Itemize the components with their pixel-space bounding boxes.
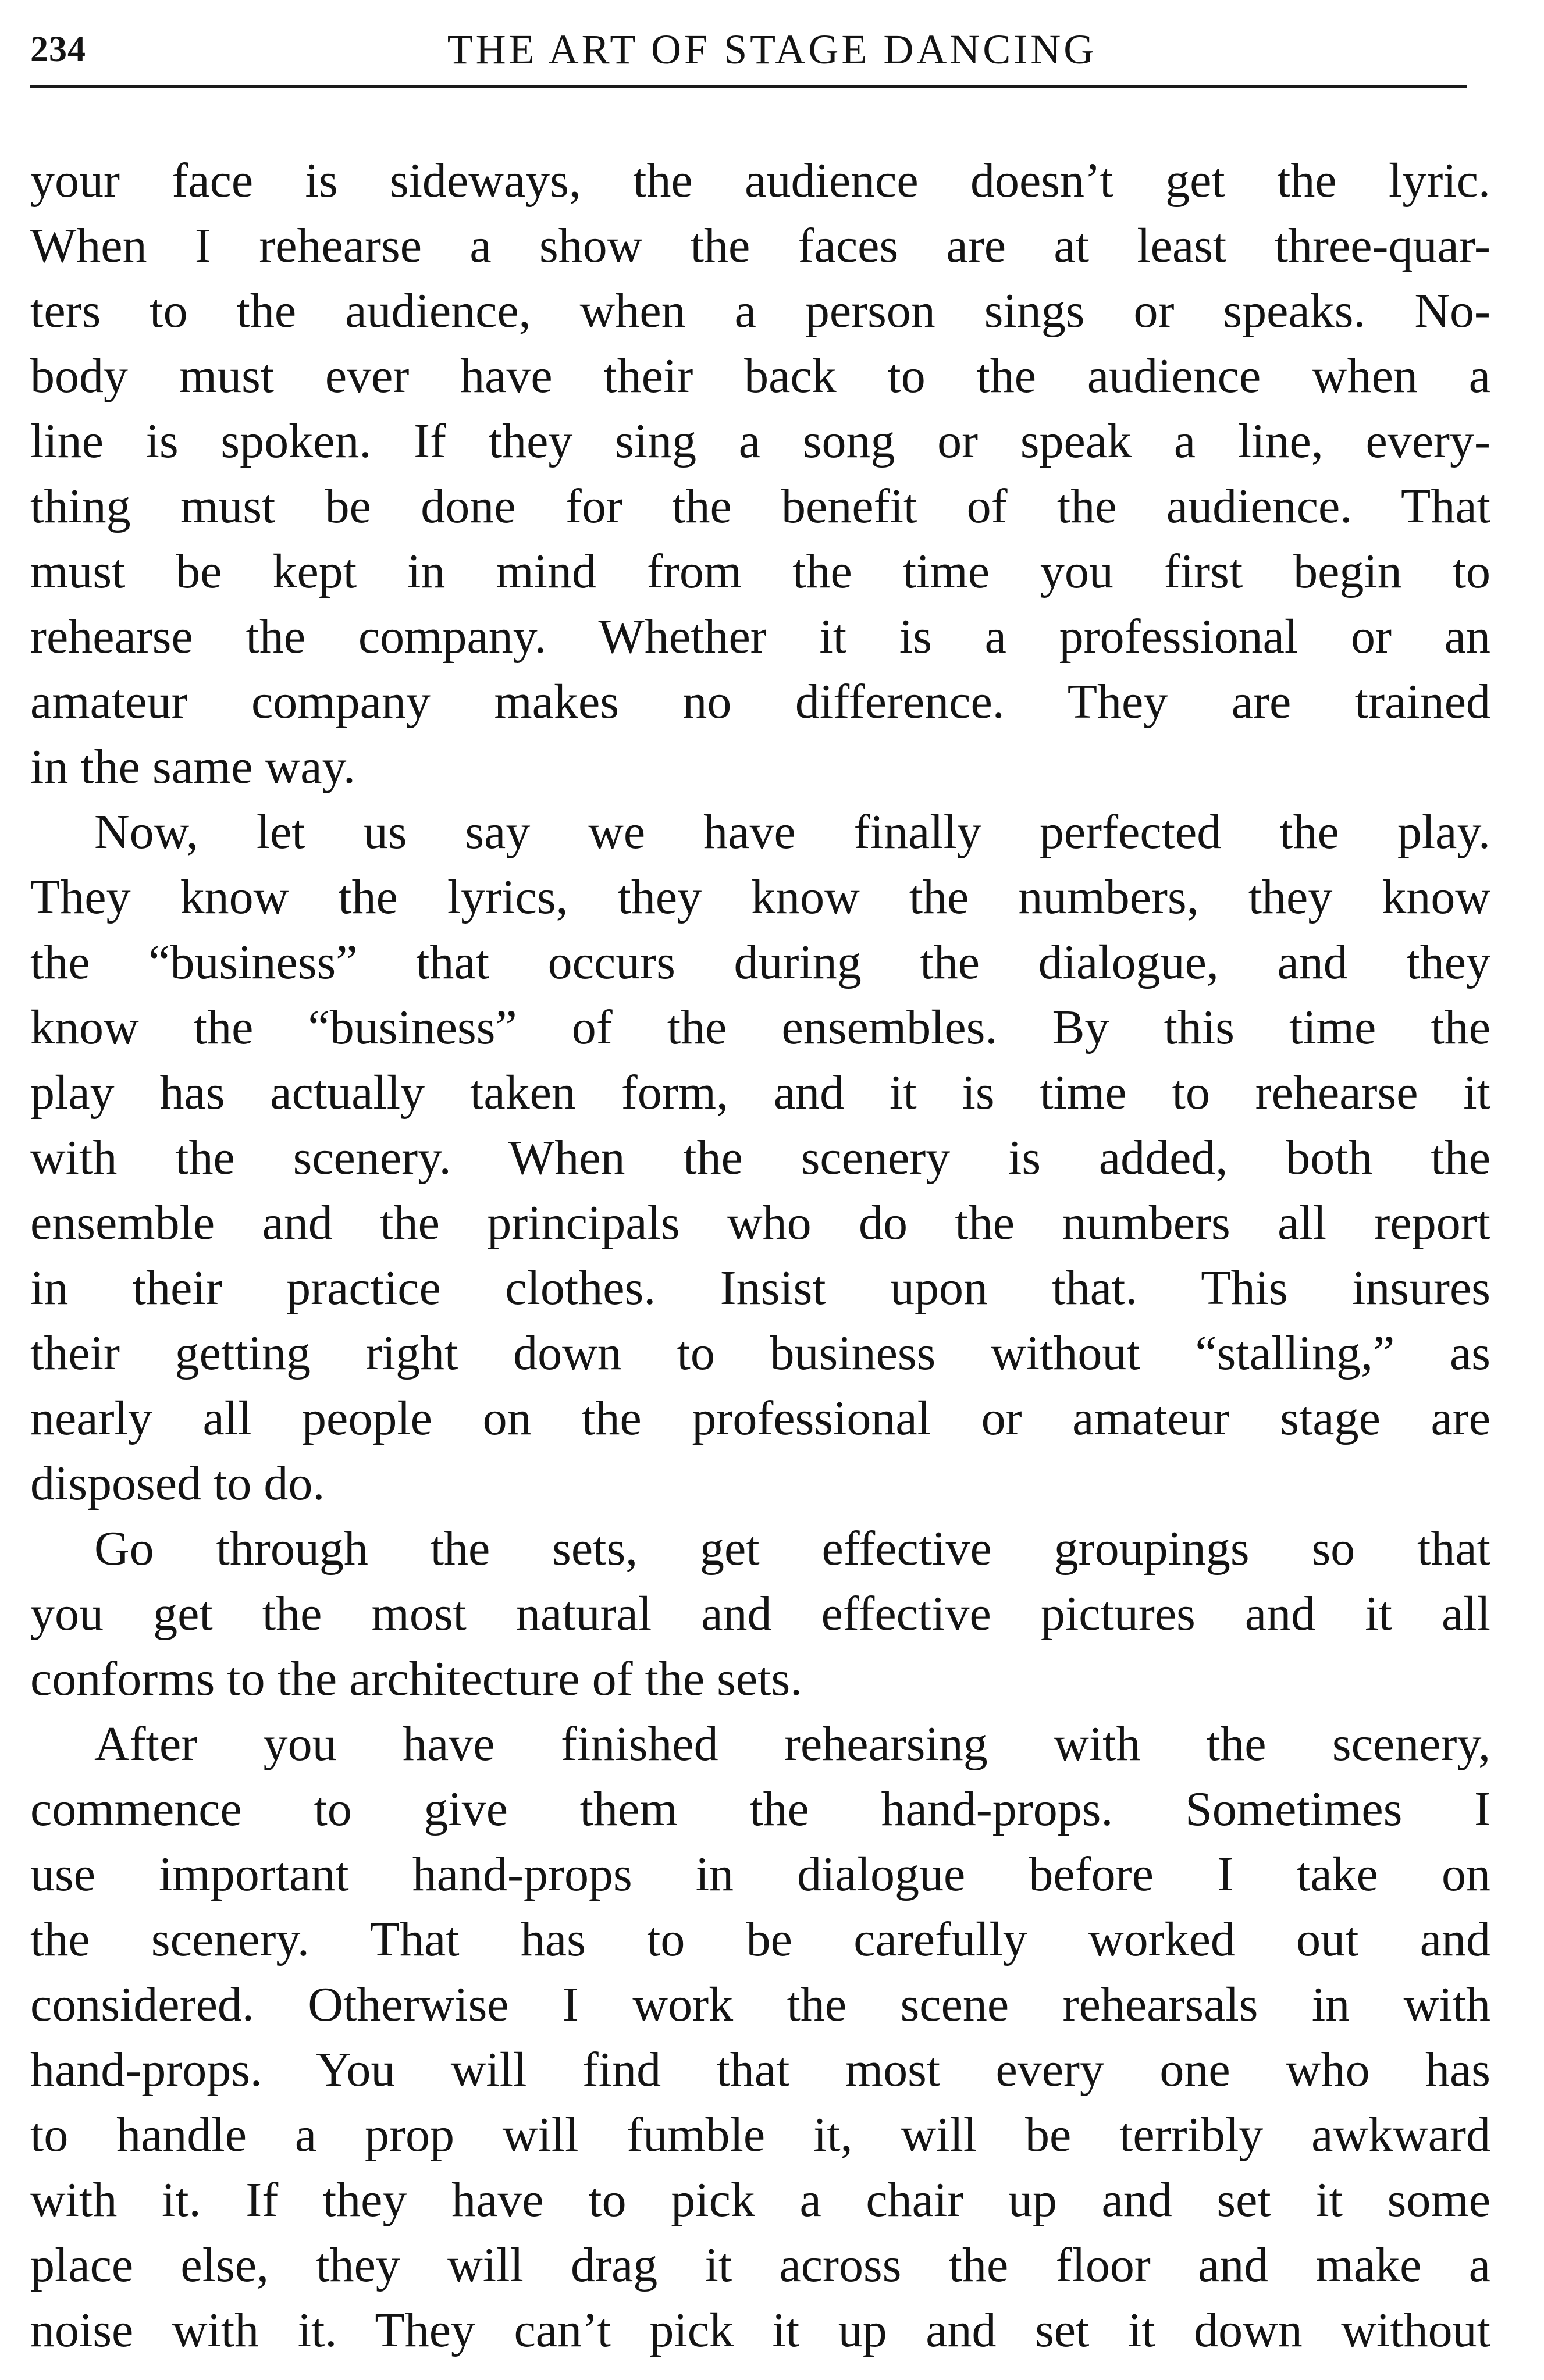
text-line: the scenery. That has to be carefully worked out and	[30, 1912, 1490, 1966]
text-line: in the same way.	[30, 740, 356, 794]
text-line: line is spoken. If they sing a song or speak a line, every-	[30, 414, 1490, 468]
text-line: nearly all people on the professional or amateur stage are	[30, 1391, 1490, 1445]
text-line: considered. Otherwise I work the scene rehearsals in with	[30, 1978, 1490, 2032]
text-line: place else, they will drag it across the floor and make a	[30, 2238, 1490, 2292]
header-rule	[30, 85, 1467, 88]
text-line: must be kept in mind from the time you first begin to	[30, 544, 1490, 598]
text-line: ters to the audience, when a person sings or speaks. No-	[30, 284, 1490, 338]
text-line: their getting right down to business without “stalling,” as	[30, 1326, 1490, 1380]
text-line: to handle a prop will fumble it, will be terribly awkward	[30, 2108, 1490, 2162]
text-line: play has actually taken form, and it is time to rehearse it	[30, 1066, 1490, 1120]
paragraph-first-line: Go through the sets, get effective groupings so that	[94, 1522, 1490, 1576]
text-line: When I rehearse a show the faces are at least three-quar-	[30, 219, 1490, 273]
text-line: amateur company makes no difference. They are trained	[30, 675, 1490, 729]
text-line: They know the lyrics, they know the numbers, they know	[30, 870, 1490, 924]
text-line: thing must be done for the benefit of the audience. That	[30, 479, 1490, 533]
text-line: your face is sideways, the audience doesn’t get the lyric.	[30, 154, 1490, 208]
text-line: with the scenery. When the scenery is added, both the	[30, 1131, 1490, 1185]
text-line: in their practice clothes. Insist upon that. This insures	[30, 1261, 1490, 1315]
text-line: disposed to do.	[30, 1456, 325, 1510]
text-line: hand-props. You will find that most every one who has	[30, 2043, 1490, 2097]
page-header	[30, 17, 1467, 87]
page-number: 234	[30, 30, 86, 69]
text-line: commence to give them the hand-props. Sometimes I	[30, 1782, 1490, 1836]
running-head: THE ART OF STAGE DANCING	[447, 26, 1097, 73]
text-line: rehearse the company. Whether it is a professional or an	[30, 610, 1490, 664]
text-line: ensemble and the principals who do the numbers all report	[30, 1196, 1490, 1250]
paragraph-first-line: After you have finished rehearsing with the scenery,	[94, 1717, 1490, 1771]
body-text	[30, 148, 1490, 2358]
text-line: noise with it. They can’t pick it up and set it down without	[30, 2303, 1490, 2357]
text-line: know the “business” of the ensembles. By this time the	[30, 1000, 1490, 1054]
text-line: you get the most natural and effective pictures and it all	[30, 1587, 1490, 1641]
text-line: conforms to the architecture of the sets.	[30, 1652, 803, 1706]
text-line: the “business” that occurs during the dialogue, and they	[30, 935, 1490, 989]
text-line: body must ever have their back to the audience when a	[30, 349, 1490, 403]
text-line: use important hand-props in dialogue before I take on	[30, 1847, 1490, 1901]
paragraph-first-line: Now, let us say we have finally perfected the play.	[94, 805, 1490, 859]
text-line: with it. If they have to pick a chair up and set it some	[30, 2173, 1490, 2227]
